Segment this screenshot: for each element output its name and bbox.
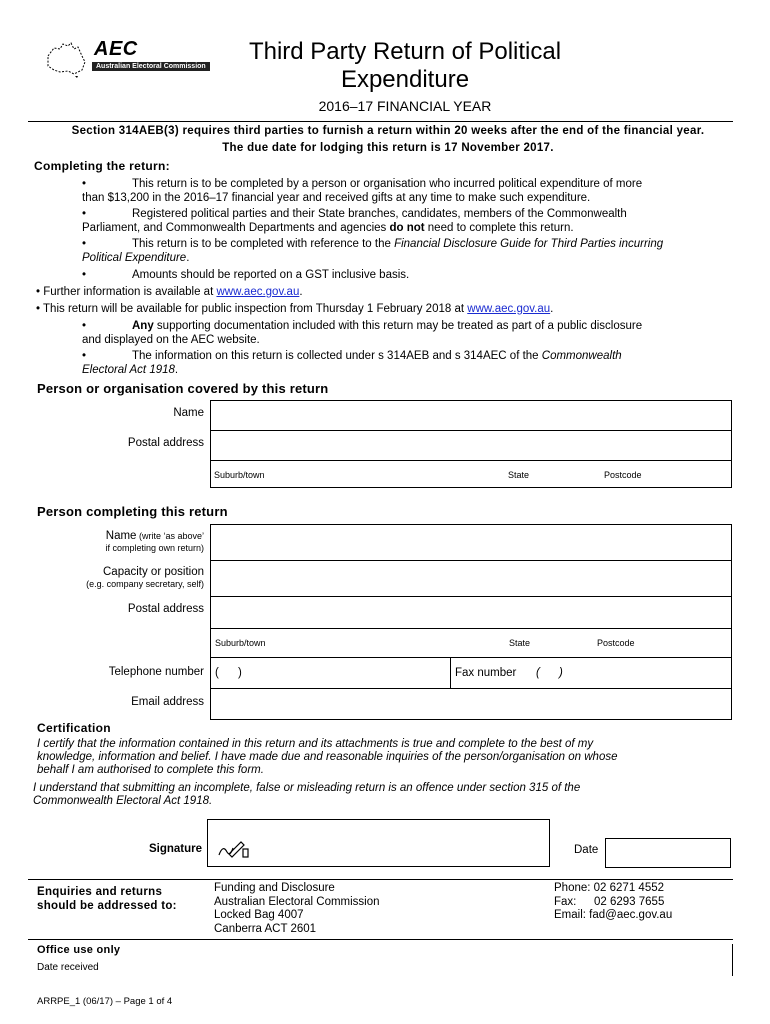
email-field[interactable] [210,688,732,720]
date-field[interactable] [605,838,731,868]
office-rule [28,939,733,940]
signature-label: Signature [148,843,202,855]
cert-line-2: knowledge, information and belief. I have made due and reasonable inquiries of the person/organisation on whose [37,751,618,763]
contact-email: fad@aec.gov.au [589,909,673,921]
contact-block [554,882,672,923]
bullet-3-end: . [186,252,190,264]
bullet-6-text: This return will be available for public inspection from Thursday 1 February 2018 at [43,303,468,315]
bullet-6 [36,302,736,316]
contact-phone-label: Phone: [554,882,591,894]
signature-field[interactable] [207,819,550,867]
bullet-7-line-2: and displayed on the AEC website. [82,334,260,346]
covered-postal-field[interactable] [210,430,732,488]
title-line-2: Expenditure [340,66,470,93]
footer-code: ARRPE_1 (06/17) – Page 1 of 4 [37,996,173,1007]
contact-fax-label: Fax: [554,895,577,908]
notice-line-1: Section 314AEB(3) requires third parties to furnish a return within 20 weeks after the end of the financial year. [71,125,705,137]
postcode-hint: Postcode [604,470,642,480]
contact-email-label: Email: [554,909,586,921]
date-label: Date [574,844,599,856]
suburb-hint: Suburb/town [215,638,266,648]
aec-logo [44,40,214,80]
enquiries-rule [28,879,733,880]
bullet-5-text: Further information is available at [43,286,217,298]
completer-name-label [40,530,204,554]
covered-name-label: Name [173,407,204,419]
bullet-2 [82,207,742,235]
cert-line-3: behalf I am authorised to complete this form. [37,764,264,776]
completer-postal-field[interactable] [210,596,732,658]
email-label: Email address [131,696,204,708]
certification-text [37,738,737,777]
offence-line-2: Commonwealth Electoral Act 1918 [33,795,209,807]
bullet-mark: • [82,350,87,362]
capacity-field[interactable] [210,560,732,597]
addr-line-1: Funding and Disclosure [214,882,335,894]
completer-name-field[interactable] [210,524,732,561]
enquiries-label-1: Enquiries and returns [37,886,163,898]
bullet-5 [36,285,736,299]
pen-writing-icon [217,838,249,860]
phone-area-code: ( ) [215,667,242,679]
bullet-6-end: . [550,303,554,315]
enquiries-label [37,885,177,913]
office-box-edge [732,944,733,976]
bullet-1 [82,177,742,205]
date-received-label: Date received [37,962,99,973]
fax-area-code: ( ) [536,667,563,679]
header-rule [28,121,733,122]
bullet-7-emphasis: Any [132,320,154,332]
state-hint: State [509,638,531,648]
bullet-2-line-2a: Parliament, and Commonwealth Departments and agencies [82,222,390,234]
bullet-3-line-1a: This return is to be completed with reference to the [132,238,395,250]
bullet-1-line-1: This return is to be completed by a person or organisation who incurred political expenditure of more [132,178,643,190]
bullet-mark: • [36,303,41,315]
completer-postal-label: Postal address [127,603,204,615]
completing-heading: Completing the return: [34,159,170,173]
bullet-8 [82,349,742,377]
contact-fax: 02 6293 7655 [594,895,665,908]
logo-abbr: AEC [94,38,138,60]
bullet-mark: • [82,178,87,190]
notice-line-2: The due date for lodging this return is 17 November 2017. [222,142,554,154]
bullet-5-end: . [299,286,303,298]
bullet-8-line-1: The information on this return is collected under s 314AEB and s 314AEC of the [132,350,542,362]
covered-name-field[interactable] [210,400,732,431]
bullet-8-act-2: Electoral Act 1918 [82,364,175,376]
state-hint: State [508,470,530,480]
fax-field[interactable] [450,657,732,689]
capacity-label-text: Capacity or position [103,566,204,578]
postal-address-block [214,882,380,936]
bullet-mark: • [82,320,87,332]
name-label-text: Name [105,530,137,542]
name-hint-2: if completing own return) [105,543,204,553]
aec-website-link-2[interactable]: www.aec.gov.au [467,303,551,315]
bullet-mark: • [82,238,87,250]
capacity-label [30,566,204,590]
bullet-7 [82,319,742,347]
logo-fullname: Australian Electoral Commission [92,62,210,71]
phone-label: Telephone number [108,666,204,678]
covered-postal-label: Postal address [127,437,204,449]
offence-end: . [209,795,213,807]
capacity-hint: (e.g. company secretary, self) [86,579,204,589]
completing-person-heading: Person completing this return [37,504,228,519]
bullet-3 [82,237,742,265]
phone-field[interactable] [210,657,451,689]
bullet-2-line-1: Registered political parties and their State branches, candidates, members of the Commonwealth [132,208,627,220]
name-hint-1: (write ‘as above’ [136,531,204,541]
bullet-7-line-1: supporting documentation included with this return may be treated as part of a public disclosure [153,320,643,332]
office-use-heading: Office use only [37,944,121,956]
offence-line-1: I understand that submitting an incomplete, false or misleading return is an offence under section 315 of the [33,782,581,794]
bullet-3-guide-title-2: Political Expenditure [82,252,187,264]
bullet-4 [82,268,742,282]
financial-year: 2016–17 FINANCIAL YEAR [318,98,492,114]
bullet-3-guide-title: Financial Disclosure Guide for Third Parties incurring [394,238,664,250]
suburb-hint: Suburb/town [214,470,265,480]
addr-line-4: Canberra ACT 2601 [214,922,317,935]
bullet-8-end: . [174,364,179,376]
page-title [210,38,600,94]
addr-line-2: Australian Electoral Commission [214,895,380,908]
addr-line-3: Locked Bag 4007 [214,909,304,921]
australia-map-icon [44,40,88,78]
postal-divider [211,460,731,461]
contact-phone: 02 6271 4552 [593,882,665,894]
bullet-mark: • [82,208,87,220]
bullet-2-emphasis: do not [389,222,425,234]
enquiries-label-2: should be addressed to: [37,900,177,912]
bullet-mark: • [36,286,41,298]
bullet-8-act-1: Commonwealth [541,350,622,362]
cert-line-1: I certify that the information contained in this return and its attachments is true and complete to the best of my [37,738,594,750]
aec-website-link[interactable]: www.aec.gov.au [216,286,300,298]
title-line-1: Third Party Return of Political [248,38,562,65]
bullet-1-line-2: than $13,200 in the 2016–17 financial year and received gifts at any time to make such expenditure. [82,192,591,204]
bullet-2-line-2c: need to complete this return. [424,222,574,234]
postal-divider [211,628,731,629]
bullet-mark: • [82,269,87,281]
postcode-hint: Postcode [597,638,635,648]
certification-heading: Certification [37,721,111,735]
covered-heading: Person or organisation covered by this return [37,381,329,396]
offence-text [33,782,733,808]
bullet-4-text: Amounts should be reported on a GST inclusive basis. [132,269,410,281]
fax-label: Fax number [455,667,517,679]
